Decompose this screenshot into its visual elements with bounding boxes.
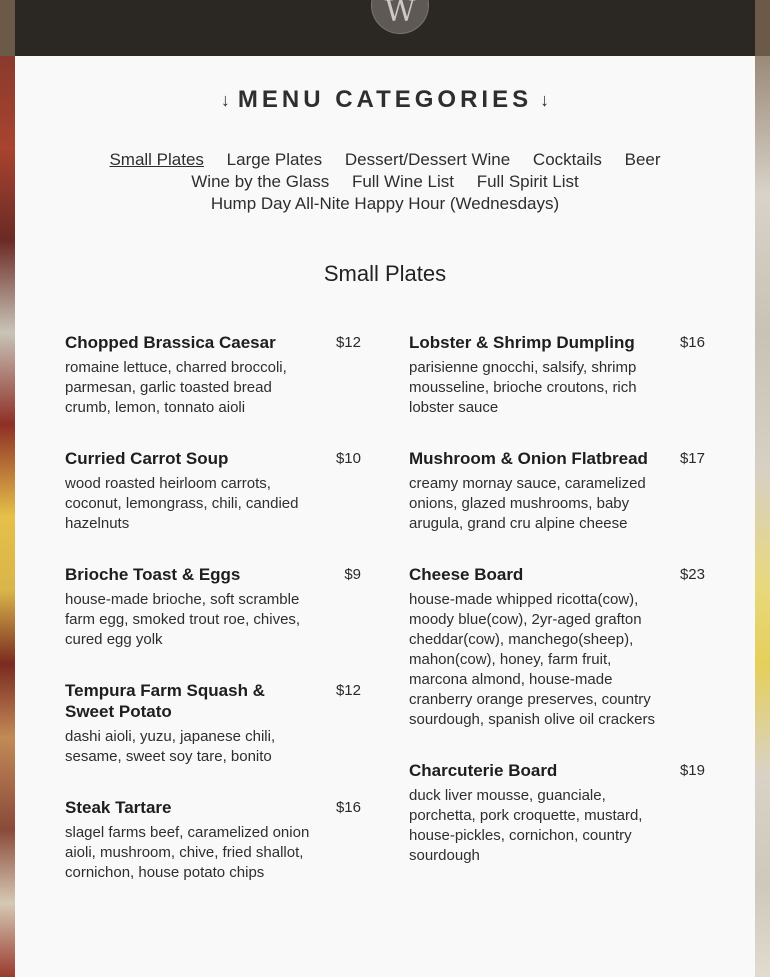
menu-item-price: $23 [679,566,705,583]
menu-item-price: $19 [679,762,705,779]
menu-item [409,760,705,866]
arrow-down-icon: ↓ [540,90,550,110]
menu-item-name: Tempura Farm Squash & Sweet Potato [65,681,265,721]
menu-categories-heading [15,86,755,114]
menu-item-description: house-made brioche, soft scramble farm egg, smoked trout roe, chives, cured egg yolk [65,591,301,648]
menu-item-price: $17 [679,450,705,467]
menu-item-name: Mushroom & Onion Flatbread [409,449,648,468]
menu-categories-title: MENU CATEGORIES [237,86,533,113]
category-link[interactable]: Cocktails [532,150,602,169]
menu-column-left [65,332,361,913]
menu-item-description: romaine lettuce, charred broccoli, parmesan, garlic toasted bread crumb, lemon, tonnato aioli [65,359,287,416]
menu-item [65,332,361,418]
menu-item-name: Curried Carrot Soup [65,449,229,468]
menu-item-header [409,564,705,585]
category-link[interactable]: Hump Day All-Nite Happy Hour (Wednesdays) [210,194,560,213]
menu-item-header [409,760,705,781]
menu-item-description: wood roasted heirloom carrots, coconut, lemongrass, chili, candied hazelnuts [65,475,299,532]
menu-item-header [65,448,361,469]
logo-letter: W [384,0,416,29]
menu-item-name: Lobster & Shrimp Dumpling [409,333,635,352]
menu-item-price: $12 [335,682,361,699]
menu-item-price: $16 [335,799,361,816]
category-link[interactable]: Full Wine List [351,172,454,191]
menu-item-description: creamy mornay sauce, caramelized onions, glazed mushrooms, baby arugula, grand cru alpine cheese [409,475,646,532]
background-left-strip [0,56,15,977]
category-link[interactable]: Full Spirit List [476,172,579,191]
site-header [15,0,755,56]
menu-item-name: Brioche Toast & Eggs [65,565,241,584]
category-link[interactable]: Wine by the Glass [191,172,330,191]
background-right-strip [755,56,770,977]
category-nav [75,149,695,215]
menu-item-description: slagel farms beef, caramelized onion aioli, mushroom, chive, fried shallot, cornichon, house potato chips [65,824,310,881]
menu-item-header [65,564,361,585]
menu-item-price: $12 [335,334,361,351]
menu-item-price: $9 [344,566,361,583]
menu-item-price: $10 [335,450,361,467]
menu-item-name: Charcuterie Board [409,761,558,780]
menu-item-description: dashi aioli, yuzu, japanese chili, sesame, sweet soy tare, bonito [65,728,276,765]
menu-item [409,564,705,730]
menu-item-header [65,797,361,818]
menu-item [65,564,361,650]
menu-panel [15,56,755,977]
logo-badge[interactable] [371,0,429,34]
section-title: Small Plates [323,261,447,286]
arrow-down-icon: ↓ [220,90,230,110]
menu-item [409,332,705,418]
menu-item [65,448,361,534]
menu-item-description: house-made whipped ricotta(cow), moody blue(cow), 2yr-aged grafton cheddar(cow), manchego(sheep), mahon(cow), honey, farm fruit, marcona almond, house-made cranberry orange preserves, country sourdough, spanish olive oil crackers [409,591,655,728]
menu-item-header [409,448,705,469]
menu-item [65,797,361,883]
category-link[interactable]: Beer [624,150,661,169]
menu-item [65,680,361,767]
menu-item-description: parisienne gnocchi, salsify, shrimp mousseline, brioche croutons, rich lobster sauce [409,359,637,416]
category-link[interactable]: Dessert/Dessert Wine [344,150,511,169]
menu-column-right [409,332,705,896]
category-link[interactable]: Large Plates [226,150,323,169]
menu-item-name: Cheese Board [409,565,524,584]
menu-item-header [65,332,361,353]
menu-item-price: $16 [679,334,705,351]
menu-item-header [409,332,705,353]
menu-item [409,448,705,534]
menu-item-name: Steak Tartare [65,798,172,817]
menu-item-name: Chopped Brassica Caesar [65,333,276,352]
category-link[interactable]: Small Plates [109,150,204,169]
menu-item-description: duck liver mousse, guanciale, porchetta, pork croquette, mustard, house-pickles, cornichon, country sourdough [409,787,643,864]
menu-item-header [65,680,361,722]
